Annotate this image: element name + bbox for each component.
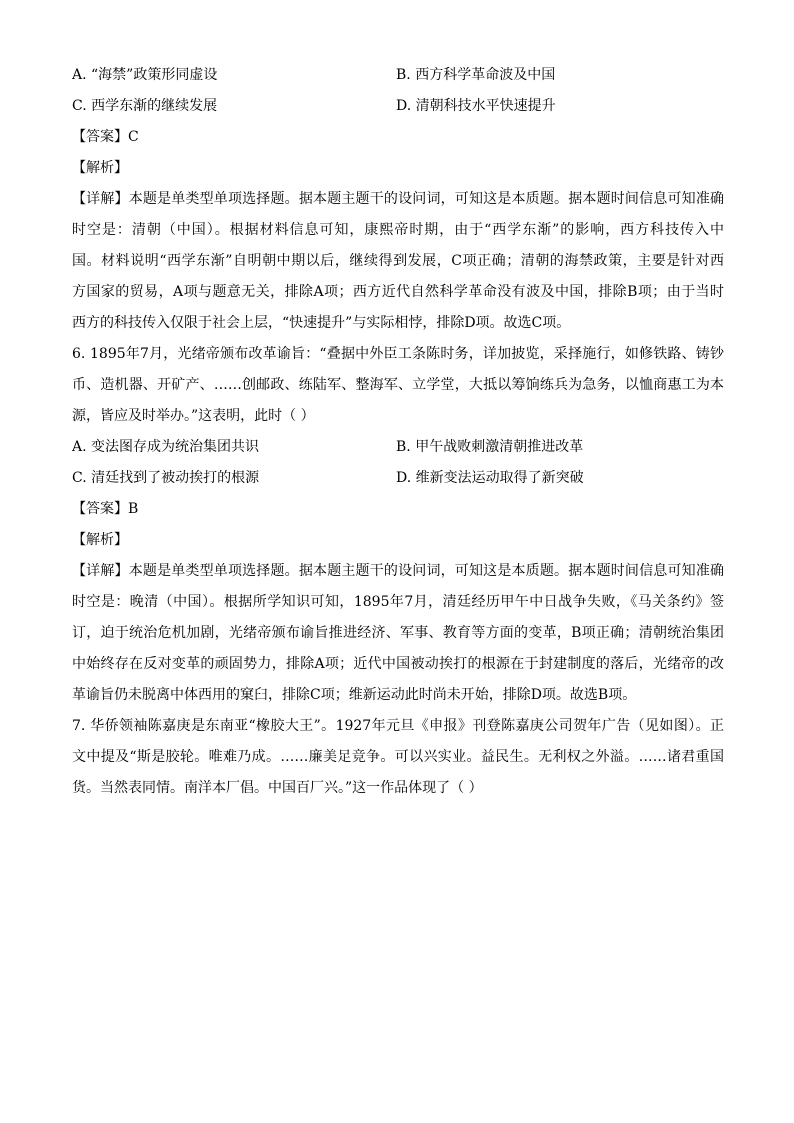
q5-option-d: D. 清朝科技水平快速提升 xyxy=(396,98,556,114)
q5-detail xyxy=(72,184,724,339)
document-page xyxy=(72,60,724,804)
q6-options-row-2 xyxy=(72,463,724,494)
q6-stem-line: 源，皆应及时举办。”这表明，此时（ ） xyxy=(72,408,315,424)
q6-stem xyxy=(72,339,724,432)
q7-stem-line: 7. 华侨领袖陈嘉庚是东南亚“橡胶大王”。1927年元旦《申报》刊登陈嘉庚公司贺年广告（见如图）。正 xyxy=(72,718,724,734)
q6-option-c: C. 清廷找到了被动挨打的根源 xyxy=(72,470,260,486)
q6-detail-line: 时空是：晚清（中国）。根据所学知识可知，1895年7月，清廷经历甲午中日战争失败，《马关条约》签 xyxy=(72,594,724,610)
q6-option-d: D. 维新变法运动取得了新突破 xyxy=(396,470,584,486)
q5-options-row-2 xyxy=(72,91,724,122)
q6-detail-line: 订，迫于统治危机加剧，光绪帝颁布谕旨推进经济、军事、教育等方面的变革，B项正确；清朝统治集团 xyxy=(72,625,724,641)
q6-answer: 【答案】B xyxy=(72,501,139,517)
q5-answer: 【答案】C xyxy=(72,129,139,145)
q6-detail-line: 【详解】本题是单类型单项选择题。据本题主题干的设问词，可知这是本质题。据本题时间信息可知准确 xyxy=(72,563,724,579)
q5-detail-line: 时空是：清朝（中国）。根据材料信息可知，康熙帝时期，由于“西学东渐”的影响，西方科技传入中 xyxy=(72,222,724,238)
q6-detail-line: 革谕旨仍未脱离中体西用的窠臼，排除C项；维新运动此时尚未开始，排除D项。故选B项。 xyxy=(72,687,637,703)
q6-detail xyxy=(72,556,724,711)
q6-option-a: A. 变法图存成为统治集团共识 xyxy=(72,439,260,455)
q5-option-c: C. 西学东渐的继续发展 xyxy=(72,98,218,114)
q5-detail-line: 方国家的贸易，A项与题意无关，排除A项；西方近代自然科学革命没有波及中国，排除B项；由于当时 xyxy=(72,284,724,300)
q7-stem xyxy=(72,711,724,804)
q6-stem-line: 6. 1895年7月，光绪帝颁布改革谕旨：“叠据中外臣工条陈时务，详加披览，采择施行，如修铁路、铸钞 xyxy=(72,346,724,362)
q6-options-row-1 xyxy=(72,432,724,463)
q5-analysis-label: 【解析】 xyxy=(72,160,128,176)
q5-detail-line: 【详解】本题是单类型单项选择题。据本题主题干的设问词，可知这是本质题。据本题时间信息可知准确 xyxy=(72,191,724,207)
q5-detail-line: 西方的科技传入仅限于社会上层，“快速提升”与实际相悖，排除D项。故选C项。 xyxy=(72,315,571,331)
q5-option-a: A. “海禁”政策形同虚设 xyxy=(72,67,218,83)
q7-stem-line: 文中提及“斯是胶轮。唯难乃成。……廉美足竞争。可以兴实业。益民生。无利权之外溢。……诸君重国 xyxy=(72,749,724,765)
q5-options-row-1 xyxy=(72,60,724,91)
q5-detail-line: 国。材料说明“西学东渐”自明朝中期以后，继续得到发展，C项正确；清朝的海禁政策，主要是针对西 xyxy=(72,253,724,269)
q7-stem-line: 货。当然表同情。南洋本厂倡。中国百厂兴。”这一作品体现了（ ） xyxy=(72,780,483,796)
q5-option-b: B. 西方科学革命波及中国 xyxy=(396,67,556,83)
q6-analysis-label: 【解析】 xyxy=(72,532,128,548)
q6-option-b: B. 甲午战败刺激清朝推进改革 xyxy=(396,439,584,455)
q6-detail-line: 中始终存在反对变革的顽固势力，排除A项；近代中国被动挨打的根源在于封建制度的落后，光绪帝的改 xyxy=(72,656,724,672)
q6-stem-line: 币、造机器、开矿产、……创邮政、练陆军、整海军、立学堂，大抵以筹饷练兵为急务，以恤商惠工为本 xyxy=(72,377,724,393)
